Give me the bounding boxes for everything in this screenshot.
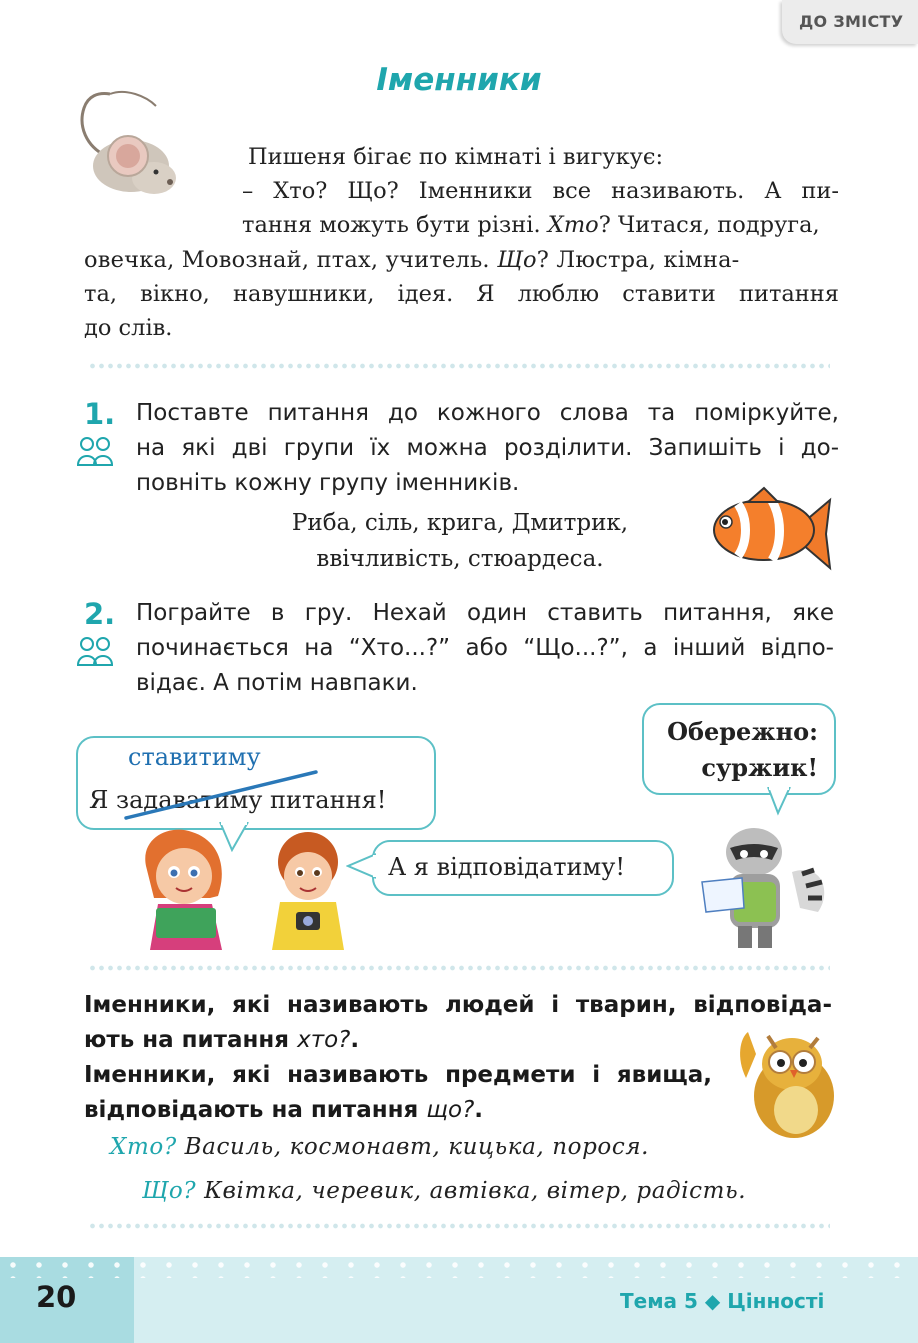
pair-work-icon: [76, 435, 114, 467]
task1-words-line: ввічливість, стюардеса.: [316, 546, 604, 572]
diamond-icon: ◆: [697, 1289, 728, 1313]
rule-line: Іменники, які називають людей і тварин, відповіда-: [84, 992, 832, 1018]
footer-topic: Тема 5 ◆ Цінності: [620, 1289, 825, 1313]
raccoon-speech-text: [650, 714, 818, 786]
task2-line: починається на “Хто...?” або “Що...?”, а інший відпо-: [136, 635, 834, 661]
intro-line: до слів.: [84, 315, 173, 341]
example-who: Хто? Василь, космонавт, кицька, порося.: [110, 1134, 650, 1160]
pair-work-icon: [76, 635, 114, 667]
task2-line: відає. А потім навпаки.: [136, 670, 418, 696]
toc-button[interactable]: [782, 0, 918, 44]
toc-button-label: ДО ЗМІСТУ: [799, 12, 904, 31]
rule-line: Іменники, які називають предмети і явища,: [84, 1062, 712, 1088]
divider: [88, 963, 830, 973]
page-title: Іменники: [376, 62, 542, 98]
task2-line: Пограйте в гру. Нехай один ставить питання, яке: [136, 600, 834, 626]
example-what: Що? Квітка, черевик, автівка, вітер, радість.: [142, 1178, 747, 1204]
rule-line: відповідають на питання що?.: [84, 1097, 484, 1123]
task1-words-line: Риба, сіль, крига, Дмитрик,: [291, 510, 629, 536]
intro-line: овечка, Мовознай, птах, учитель. Що? Люстра, кімна-: [84, 247, 740, 273]
divider: [88, 1221, 830, 1231]
correction-text: ставитиму: [128, 743, 261, 771]
page-number: 20: [36, 1280, 77, 1314]
what-question: Що?: [142, 1178, 197, 1204]
who-question: Хто?: [110, 1134, 177, 1160]
strikethrough-line: [124, 768, 320, 824]
fish-illustration: [708, 482, 832, 574]
boy-speech-text: А я відповідатиму!: [388, 853, 625, 881]
raccoon-line: Обережно:: [667, 717, 818, 746]
intro-line: – Хто? Що? Іменники все називають. А пи-: [242, 178, 839, 204]
girl-speech-text: Я задаватиму питання!: [89, 786, 387, 814]
divider: [88, 361, 830, 371]
mouse-illustration: [76, 86, 186, 201]
task2-number: 2.: [84, 597, 116, 631]
task1-line: повніть кожну групу іменників.: [136, 470, 520, 496]
intro-line: та, вікно, навушники, ідея. Я люблю ставити питання: [84, 281, 839, 307]
boy-illustration: [262, 830, 354, 950]
raccoon-illustration: [682, 812, 832, 952]
girl-illustration: [132, 826, 238, 950]
task1-line: на які дві групи їх можна розділити. Запишіть і до-: [136, 435, 839, 461]
owl-illustration: [726, 1018, 838, 1140]
task1-words: [240, 505, 680, 577]
footer-ornament: [0, 1258, 918, 1278]
rule-line: ють на питання хто?.: [84, 1027, 360, 1053]
raccoon-line: суржик!: [701, 753, 818, 782]
task1-line: Поставте питання до кожного слова та поміркуйте,: [136, 400, 839, 426]
task1-number: 1.: [84, 397, 116, 431]
intro-line: Пишеня бігає по кімнаті і вигукує:: [248, 144, 664, 170]
intro-line: тання можуть бути різні. Хто? Читася, подруга,: [242, 212, 820, 238]
